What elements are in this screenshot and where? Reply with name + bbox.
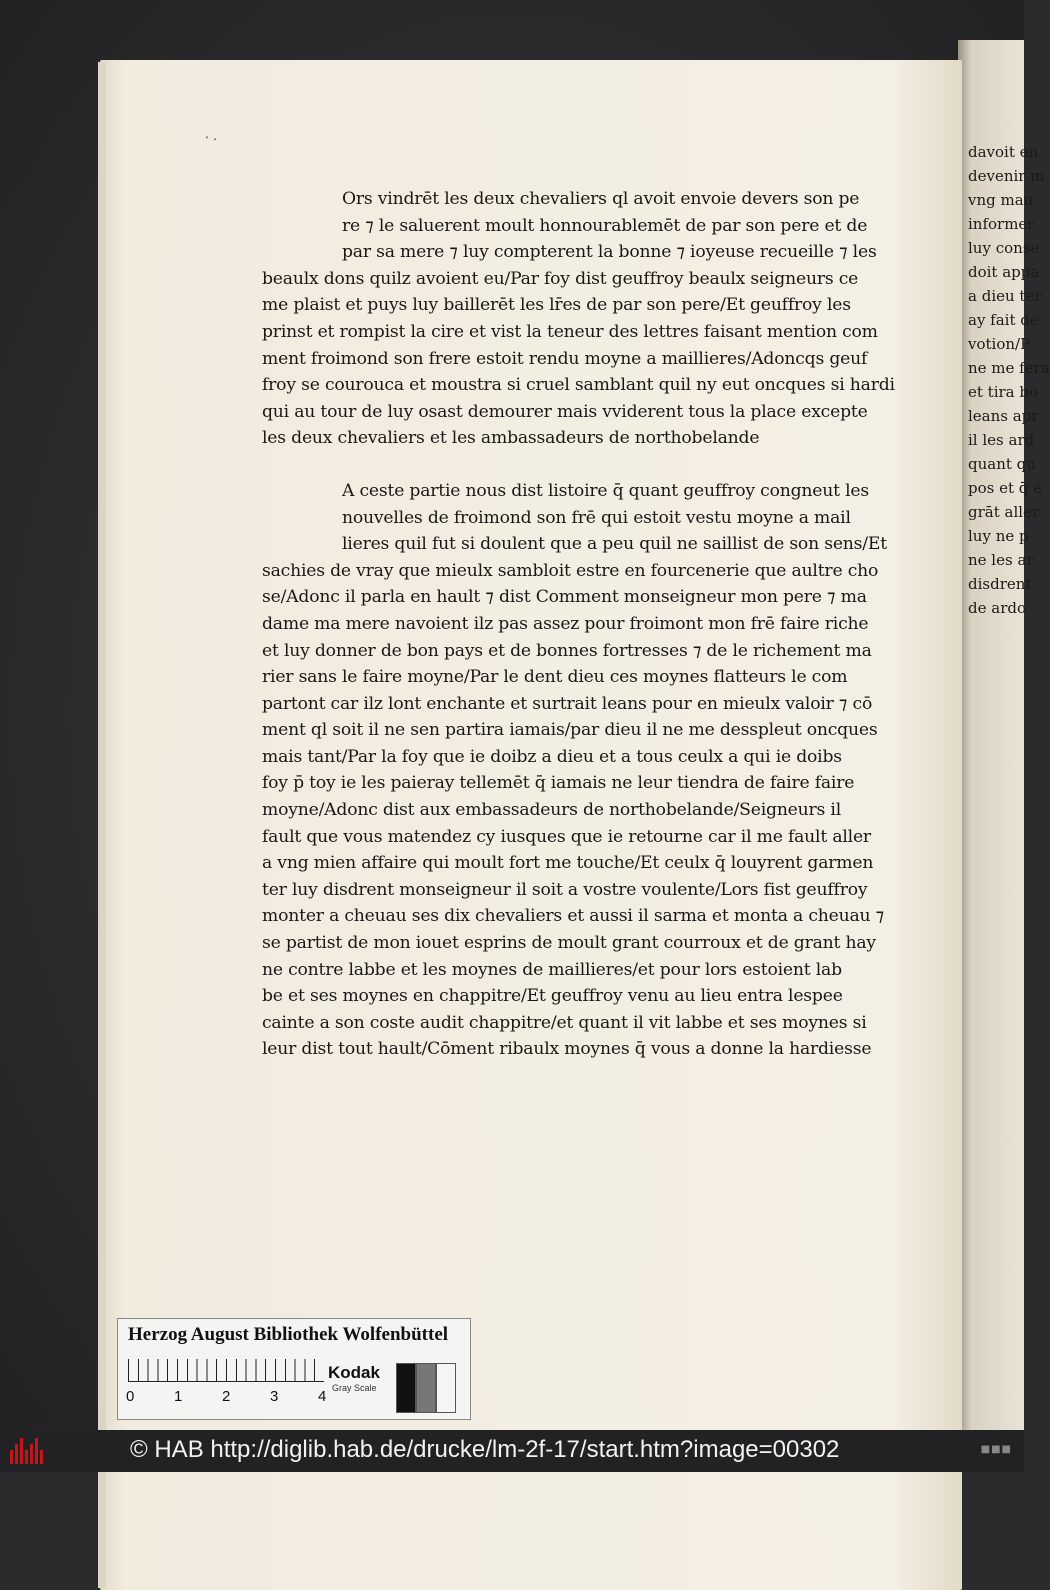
text-line: beaulx dons quilz avoient eu/Par foy dist geuffroy beaulx seigneurs ce	[262, 268, 859, 289]
ruler-number: 4	[318, 1388, 327, 1405]
text-line: foy p̄ toy ie les paieray tellemēt q̄ iamais ne leur tiendra de faire faire	[262, 773, 855, 794]
printed-text-block	[262, 186, 912, 1063]
text-line: monter a cheuau ses dix chevaliers et aussi il sarma et monta a cheuau ⁊	[262, 906, 884, 927]
text-line: me plaist et puys luy baillerēt les lr̄es de par son pere/Et geuffroy les	[262, 295, 851, 316]
text-line: cainte a son coste audit chappitre/et quant il vit labbe et ses moynes si	[262, 1012, 867, 1033]
facing-text-line: quant qu	[968, 455, 1036, 473]
text-line: ter luy disdrent monseigneur il soit a vostre voulente/Lors fist geuffroy	[262, 879, 868, 900]
facing-text-line: il les ard	[968, 431, 1035, 449]
facing-text-line: ne me fera	[968, 359, 1050, 377]
text-line: ment froimond son frere estoit rendu moyne a maillieres/Adoncqs geuf	[262, 348, 868, 369]
facing-text-line: leans apr	[968, 407, 1039, 425]
kodak-subtitle: Gray Scale	[332, 1383, 377, 1393]
logo-bar	[35, 1438, 38, 1464]
facing-text-line: disdrent	[968, 575, 1032, 593]
text-line: mais tant/Par la foy que ie doibz a dieu et a tous ceulx a qui ie doibs	[262, 746, 842, 767]
text-line: A ceste partie nous dist listoire q̄ quant geuffroy congneut les	[342, 480, 869, 501]
scale-ruler	[128, 1359, 324, 1382]
library-name: Herzog August Bibliothek Wolfenbüttel	[128, 1324, 449, 1345]
ruler-number: 0	[126, 1388, 135, 1405]
paragraph-gap	[262, 452, 912, 478]
text-line: leur dist tout hault/Cōment ribaulx moynes q̄ vous a donne la hardiesse	[262, 1039, 872, 1060]
logo-bar	[30, 1444, 33, 1464]
facing-text-line: votion/P	[968, 335, 1031, 353]
footer-bar	[0, 1430, 1024, 1472]
text-line: be et ses moynes en chappitre/Et geuffroy venu au lieu entra lespee	[262, 986, 843, 1007]
text-line: qui au tour de luy osast demourer mais vviderent tous la place excepte	[262, 401, 868, 422]
text-line: nouvelles de froimond son frē qui estoit vestu moyne a mail	[342, 507, 851, 528]
page-edge	[98, 62, 106, 1588]
ruler-number: 1	[174, 1388, 183, 1405]
facing-text-line: luy ne p	[968, 527, 1029, 545]
hab-logo-icon	[10, 1438, 48, 1464]
facing-text-line: ay fait de	[968, 311, 1039, 329]
facing-text-line: et tira bo	[968, 383, 1039, 401]
logo-bar	[40, 1450, 43, 1464]
text-line: rier sans le faire moyne/Par le dent dieu ces moynes flatteurs le com	[262, 667, 848, 688]
gray-swatch	[396, 1363, 416, 1413]
text-line: prinst et rompist la cire et vist la teneur des lettres faisant mention com	[262, 321, 878, 342]
text-line: ment ql soit il ne sen partira iamais/par dieu il ne me desspleut oncques	[262, 720, 878, 741]
ruler-number: 2	[222, 1388, 231, 1405]
footer-dots-icon: ■■■	[980, 1444, 1012, 1455]
logo-bar	[15, 1444, 18, 1464]
text-line: lieres quil fut si doulent que a peu quil ne saillist de son sens/Et	[342, 534, 887, 555]
facing-text-line: luy conse	[968, 239, 1040, 257]
facing-text-line: davoit en	[968, 143, 1039, 161]
text-line: a vng mien affaire qui moult fort me touche/Et ceulx q̄ louyrent garmen	[262, 853, 874, 874]
color-card	[117, 1318, 471, 1420]
text-line: les deux chevaliers et les ambassadeurs de northobelande	[262, 428, 760, 449]
text-line: par sa mere ⁊ luy compterent la bonne ⁊ ioyeuse recueille ⁊ les	[342, 242, 877, 263]
facing-text-line: ne les ar	[968, 551, 1034, 569]
facing-text-line: de ardo	[968, 599, 1026, 617]
margin-marks: ⸱ ⸳	[205, 130, 217, 146]
gray-swatch	[436, 1363, 456, 1413]
text-line: sachies de vray que mieulx sambloit estre en fourcenerie que aultre cho	[262, 560, 879, 581]
ruler-number: 3	[270, 1388, 279, 1405]
facing-text-line: informer	[968, 215, 1035, 233]
facing-text-line: pos et q̄ e	[968, 479, 1043, 497]
facing-page-text	[968, 140, 1050, 620]
logo-bar	[25, 1450, 28, 1464]
facing-text-line: devenir m	[968, 167, 1045, 185]
text-line: partont car ilz lont enchante et surtrait leans pour en mieulx valoir ⁊ cō	[262, 693, 873, 714]
facing-text-line: grāt aller	[968, 503, 1040, 521]
text-line: dame ma mere navoient ilz pas assez pour froimont mon frē faire riche	[262, 613, 869, 634]
text-line: moyne/Adonc dist aux embassadeurs de northobelande/Seigneurs il	[262, 800, 842, 821]
logo-bar	[20, 1438, 23, 1464]
facing-text-line: vng mau	[968, 191, 1034, 209]
facing-text-line: a dieu ter	[968, 287, 1042, 305]
text-line: fault que vous matendez cy iusques que ie retourne car il me fault aller	[262, 826, 871, 847]
kodak-logo: Kodak	[328, 1363, 380, 1382]
text-line: Ors vindrēt les deux chevaliers ql avoit envoie devers son pe	[342, 189, 860, 209]
footer-url-text[interactable]: © HAB http://diglib.hab.de/drucke/lm-2f-17/start.htm?image=00302	[130, 1436, 840, 1463]
gray-swatch	[416, 1363, 436, 1413]
text-line: ne contre labbe et les moynes de maillieres/et pour lors estoient lab	[262, 959, 842, 980]
text-line: re ⁊ le saluerent moult honnourablemēt de par son pere et de	[342, 215, 868, 236]
text-line: se/Adonc il parla en hault ⁊ dist Comment monseigneur mon pere ⁊ ma	[262, 587, 867, 608]
text-line: se partist de mon iouet esprins de moult grant courroux et de grant hay	[262, 933, 876, 954]
text-line: froy se courouca et moustra si cruel samblant quil ny eut oncques si hardi	[262, 375, 895, 396]
text-line: et luy donner de bon pays et de bonnes fortresses ⁊ de le richement ma	[262, 640, 872, 661]
logo-bar	[10, 1450, 13, 1464]
facing-text-line: doit appa	[968, 263, 1040, 281]
